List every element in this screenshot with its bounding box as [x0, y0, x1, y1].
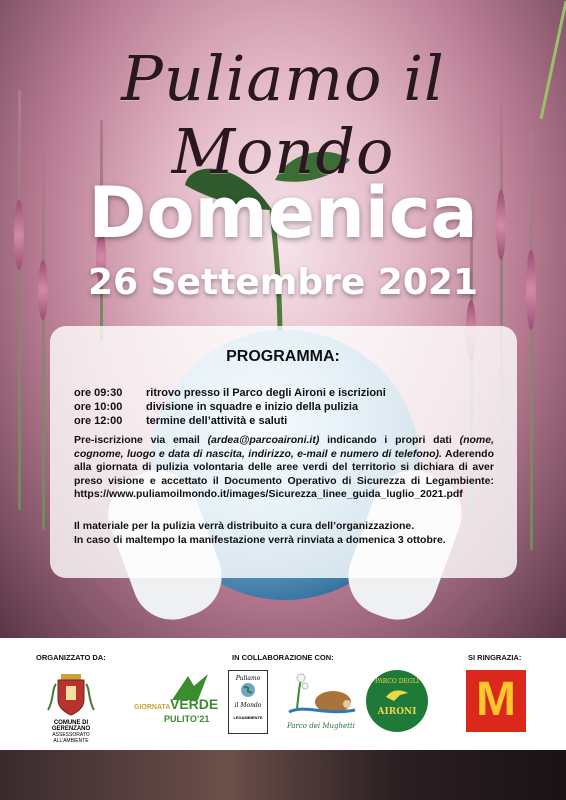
schedule-desc: ritrovo presso il Parco degli Aironi e iscrizioni — [146, 387, 386, 399]
verde-word: VERDE — [170, 696, 219, 712]
schedule-item — [74, 401, 358, 413]
title-date: 26 Settembre 2021 — [88, 262, 478, 303]
schedule-desc: divisione in squadre e inizio della pulizia — [146, 401, 359, 413]
heron-icon — [384, 685, 410, 703]
comune-logo — [36, 670, 106, 744]
schedule-time: ore 10:00 — [74, 401, 123, 413]
puliamo-il-mondo-logo — [228, 670, 268, 734]
registration-text: indicando i propri dati — [319, 434, 460, 446]
globe-icon — [240, 682, 256, 698]
collab-label: IN COLLABORAZIONE CON: — [232, 653, 334, 662]
mcdonalds-logo — [466, 670, 526, 732]
registration-fields: (nome, cognome, luogo e data di nascita, indirizzo, e-mail e numero di telefono). — [74, 434, 494, 460]
program-heading: PROGRAMMA: — [226, 348, 340, 365]
registration-paragraph — [74, 434, 494, 502]
comune-sub: ASSESSORATO ALL’AMBIENTE — [52, 732, 90, 744]
registration-email: (ardea@parcoaironi.it) — [207, 434, 320, 446]
aironi-bottom: AIRONI — [377, 707, 417, 717]
hedgehog-flower-icon — [285, 668, 357, 718]
giornata-verde-logo — [134, 672, 219, 732]
thanks-label: SI RINGRAZIA: — [468, 653, 522, 662]
material-note: Il materiale per la pulizia verrà distribuito a cura dell’organizzazione. — [74, 520, 415, 532]
schedule-desc: termine dell’attività e saluti — [146, 415, 288, 427]
legambiente-word: LEGAMBIENTE — [233, 715, 263, 720]
mughetti-name: Parco dei Mughetti — [286, 722, 356, 730]
aironi-top: PARCO DEGLI — [374, 678, 420, 685]
title-day: Domenica — [88, 172, 478, 254]
schedule-item — [74, 387, 386, 399]
puliamo-logo-word: Puliamo — [235, 675, 261, 682]
schedule-item — [74, 415, 287, 427]
giornata-word: GIORNATA — [134, 704, 171, 711]
mcdonalds-arches: M — [476, 673, 516, 726]
organized-label: ORGANIZZATO DA: — [36, 653, 106, 662]
schedule-time: ore 12:00 — [74, 415, 123, 427]
registration-text: Pre-iscrizione via email — [74, 434, 208, 446]
pulito-word: PULITO’21 — [164, 714, 210, 724]
coat-of-arms-icon — [36, 670, 106, 716]
weather-note: In caso di maltempo la manifestazione verrà rinviata a domenica 3 ottobre. — [74, 533, 446, 546]
registration-text: Aderendo alla giornata di pulizia volontaria delle aree verdi del territorio si dichiara di aver preso visione e accettato il Documento Operativo di Sicurezza di Legambiente: — [74, 447, 494, 487]
registration-url: https://www.puliamoilmondo.it/images/Sicurezza_linee_guida_luglio_2021.pdf — [74, 488, 463, 501]
schedule-time: ore 09:30 — [74, 387, 123, 399]
title-script: Puliamo il Mondo — [121, 42, 445, 188]
mondo-logo-word: il Mondo — [234, 702, 262, 709]
parco-mughetti-logo — [285, 668, 357, 734]
parco-aironi-logo — [366, 670, 428, 732]
bottom-photo-strip — [0, 750, 566, 800]
comune-name: COMUNE DI GERENZANO — [51, 720, 91, 732]
notes-paragraph — [74, 520, 494, 547]
